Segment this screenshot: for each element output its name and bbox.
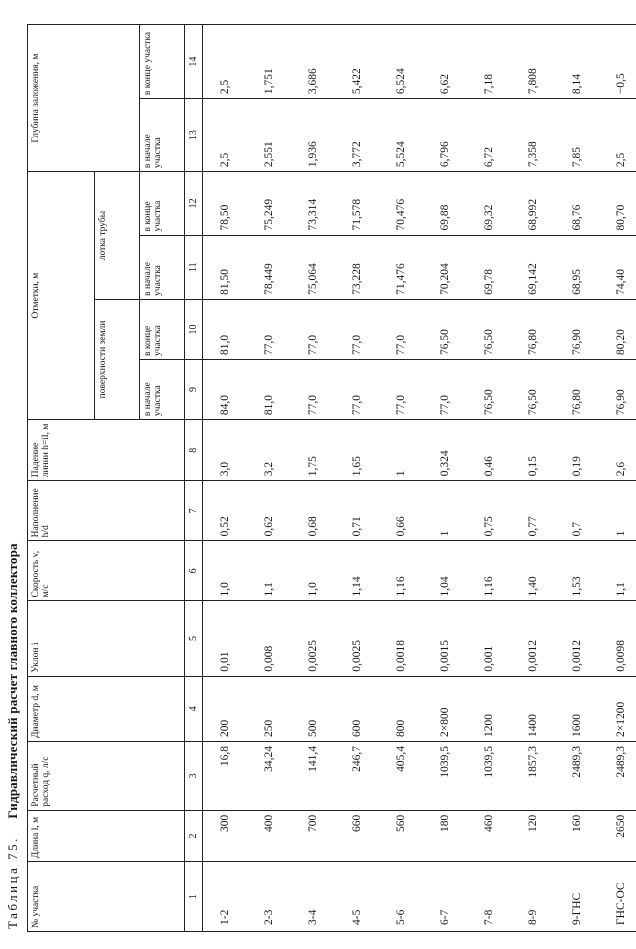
cell-section: 2-3 bbox=[247, 862, 291, 932]
cell-surface-end: 77,0 bbox=[379, 299, 423, 359]
cell-tray-start: 74,40 bbox=[599, 235, 636, 299]
cell-drop: 1,65 bbox=[335, 420, 379, 481]
cell-tray-end: 75,249 bbox=[247, 172, 291, 235]
cell-fill: 0,77 bbox=[511, 481, 555, 541]
cell-diameter: 1400 bbox=[511, 676, 555, 741]
cell-drop: 1,75 bbox=[291, 420, 335, 481]
cell-section: 9-ГНС bbox=[555, 862, 599, 932]
cell-tray-end: 73,314 bbox=[291, 172, 335, 235]
header-velocity: Скорость v, м/с bbox=[28, 541, 185, 601]
cell-fill: 0,68 bbox=[291, 481, 335, 541]
cell-length: 180 bbox=[423, 810, 467, 862]
table-row bbox=[511, 25, 555, 932]
column-number: 3 bbox=[185, 742, 203, 811]
cell-length: 660 bbox=[335, 810, 379, 862]
cell-tray-start: 75,064 bbox=[291, 235, 335, 299]
cell-section: 5-6 bbox=[379, 862, 423, 932]
header-fill: Наполнение h/d bbox=[28, 481, 185, 541]
header-length: Длина l, м bbox=[28, 810, 185, 862]
cell-drop: 2,6 bbox=[599, 420, 636, 481]
cell-surface-end: 77,0 bbox=[335, 299, 379, 359]
cell-slope: 0,0012 bbox=[555, 601, 599, 676]
cell-surface-end: 77,0 bbox=[291, 299, 335, 359]
header-diameter: Диаметр d, м bbox=[28, 676, 185, 741]
cell-tray-start: 71,476 bbox=[379, 235, 423, 299]
cell-surface-end: 77,0 bbox=[247, 299, 291, 359]
cell-drop: 0,324 bbox=[423, 420, 467, 481]
cell-flow: 2489,3 bbox=[599, 742, 636, 811]
column-number: 13 bbox=[185, 99, 203, 172]
cell-section: 1-2 bbox=[203, 862, 248, 932]
cell-drop: 1 bbox=[379, 420, 423, 481]
cell-tray-end: 68,992 bbox=[511, 172, 555, 235]
cell-length: 560 bbox=[379, 810, 423, 862]
cell-depth-end: 7,18 bbox=[467, 25, 511, 99]
header-section: № участка bbox=[28, 862, 185, 932]
cell-surface-end: 80,20 bbox=[599, 299, 636, 359]
cell-flow: 2489,3 bbox=[555, 742, 599, 811]
cell-depth-end: 6,524 bbox=[379, 25, 423, 99]
cell-section: ГНС-ОС bbox=[599, 862, 636, 932]
header-drop: Падение линии h=il, м bbox=[28, 420, 185, 481]
header-flow: Расчетный расход q, л/с bbox=[28, 742, 185, 811]
cell-slope: 0,01 bbox=[203, 601, 248, 676]
cell-tray-start: 69,78 bbox=[467, 235, 511, 299]
cell-tray-start: 73,228 bbox=[335, 235, 379, 299]
cell-slope: 0,0012 bbox=[511, 601, 555, 676]
column-number: 14 bbox=[185, 25, 203, 99]
cell-diameter: 800 bbox=[379, 676, 423, 741]
cell-tray-end: 78,50 bbox=[203, 172, 248, 235]
cell-diameter: 500 bbox=[291, 676, 335, 741]
cell-depth-start: 2,5 bbox=[599, 99, 636, 172]
cell-surface-start: 77,0 bbox=[379, 360, 423, 420]
table-row bbox=[467, 25, 511, 932]
table-row bbox=[247, 25, 291, 932]
cell-diameter: 600 bbox=[335, 676, 379, 741]
cell-depth-start: 2,5 bbox=[203, 99, 248, 172]
cell-fill: 0,7 bbox=[555, 481, 599, 541]
cell-velocity: 1,0 bbox=[291, 541, 335, 601]
cell-depth-start: 6,796 bbox=[423, 99, 467, 172]
cell-velocity: 1,1 bbox=[599, 541, 636, 601]
cell-section: 8-9 bbox=[511, 862, 555, 932]
cell-tray-start: 70,204 bbox=[423, 235, 467, 299]
cell-depth-end: 5,422 bbox=[335, 25, 379, 99]
cell-velocity: 1,04 bbox=[423, 541, 467, 601]
cell-flow: 246,7 bbox=[335, 742, 379, 811]
cell-velocity: 1,40 bbox=[511, 541, 555, 601]
cell-surface-start: 81,0 bbox=[247, 360, 291, 420]
cell-tray-end: 68,76 bbox=[555, 172, 599, 235]
header-tray-start: в начале участка bbox=[140, 235, 185, 299]
cell-slope: 0,0015 bbox=[423, 601, 467, 676]
cell-depth-end: 7,808 bbox=[511, 25, 555, 99]
cell-length: 300 bbox=[203, 810, 248, 862]
header-surface: поверхности земли bbox=[95, 299, 140, 419]
cell-depth-end: 6,62 bbox=[423, 25, 467, 99]
cell-tray-start: 81,50 bbox=[203, 235, 248, 299]
table-caption bbox=[5, 29, 21, 929]
cell-length: 2650 bbox=[599, 810, 636, 862]
cell-flow: 1039,5 bbox=[423, 742, 467, 811]
cell-depth-end: 1,751 bbox=[247, 25, 291, 99]
table-row bbox=[335, 25, 379, 932]
cell-fill: 0,75 bbox=[467, 481, 511, 541]
table-row bbox=[203, 25, 248, 932]
cell-tray-end: 80,70 bbox=[599, 172, 636, 235]
column-number: 5 bbox=[185, 601, 203, 676]
cell-drop: 0,46 bbox=[467, 420, 511, 481]
cell-section: 4-5 bbox=[335, 862, 379, 932]
table-row bbox=[599, 25, 636, 932]
cell-section: 3-4 bbox=[291, 862, 335, 932]
cell-tray-start: 68,95 bbox=[555, 235, 599, 299]
table-row bbox=[291, 25, 335, 932]
header-surface-start: в начале участка bbox=[140, 360, 185, 420]
cell-surface-start: 84,0 bbox=[203, 360, 248, 420]
cell-diameter: 200 bbox=[203, 676, 248, 741]
column-number-row bbox=[185, 25, 203, 932]
cell-slope: 0,0025 bbox=[291, 601, 335, 676]
cell-surface-start: 77,0 bbox=[291, 360, 335, 420]
cell-drop: 0,15 bbox=[511, 420, 555, 481]
cell-tray-start: 69,142 bbox=[511, 235, 555, 299]
header-marks: Отметки, м bbox=[28, 172, 95, 420]
cell-surface-start: 76,80 bbox=[555, 360, 599, 420]
cell-velocity: 1,1 bbox=[247, 541, 291, 601]
cell-surface-end: 81,0 bbox=[203, 299, 248, 359]
column-number: 8 bbox=[185, 420, 203, 481]
cell-surface-start: 77,0 bbox=[335, 360, 379, 420]
cell-diameter: 2×800 bbox=[423, 676, 467, 741]
cell-flow: 405,4 bbox=[379, 742, 423, 811]
cell-length: 160 bbox=[555, 810, 599, 862]
table-row bbox=[555, 25, 599, 932]
cell-drop: 3,2 bbox=[247, 420, 291, 481]
column-number: 1 bbox=[185, 862, 203, 932]
cell-section: 6-7 bbox=[423, 862, 467, 932]
cell-tray-end: 69,88 bbox=[423, 172, 467, 235]
cell-depth-end: 3,686 bbox=[291, 25, 335, 99]
cell-slope: 0,008 bbox=[247, 601, 291, 676]
cell-tray-start: 78,449 bbox=[247, 235, 291, 299]
header-tray: лотка трубы bbox=[95, 172, 140, 300]
cell-drop: 0,19 bbox=[555, 420, 599, 481]
cell-drop: 3,0 bbox=[203, 420, 248, 481]
cell-velocity: 1,14 bbox=[335, 541, 379, 601]
cell-depth-start: 7,85 bbox=[555, 99, 599, 172]
cell-length: 460 bbox=[467, 810, 511, 862]
column-number: 11 bbox=[185, 235, 203, 299]
cell-depth-start: 5,524 bbox=[379, 99, 423, 172]
cell-surface-start: 76,50 bbox=[467, 360, 511, 420]
cell-tray-end: 69,32 bbox=[467, 172, 511, 235]
cell-flow: 34,24 bbox=[247, 742, 291, 811]
cell-diameter: 1200 bbox=[467, 676, 511, 741]
cell-diameter: 1600 bbox=[555, 676, 599, 741]
cell-fill: 0,66 bbox=[379, 481, 423, 541]
cell-flow: 16,8 bbox=[203, 742, 248, 811]
cell-fill: 0,52 bbox=[203, 481, 248, 541]
column-number: 9 bbox=[185, 360, 203, 420]
cell-surface-end: 76,50 bbox=[467, 299, 511, 359]
cell-velocity: 1,53 bbox=[555, 541, 599, 601]
cell-flow: 1857,3 bbox=[511, 742, 555, 811]
cell-surface-start: 77,0 bbox=[423, 360, 467, 420]
cell-slope: 0,0098 bbox=[599, 601, 636, 676]
cell-flow: 141,4 bbox=[291, 742, 335, 811]
cell-slope: 0,001 bbox=[467, 601, 511, 676]
cell-tray-end: 70,476 bbox=[379, 172, 423, 235]
cell-slope: 0,0025 bbox=[335, 601, 379, 676]
header-depth-end: в конце участка bbox=[140, 25, 185, 99]
cell-fill: 0,71 bbox=[335, 481, 379, 541]
cell-surface-end: 76,80 bbox=[511, 299, 555, 359]
cell-depth-start: 3,772 bbox=[335, 99, 379, 172]
cell-length: 120 bbox=[511, 810, 555, 862]
cell-surface-end: 76,50 bbox=[423, 299, 467, 359]
cell-depth-end: 2,5 bbox=[203, 25, 248, 99]
cell-fill: 1 bbox=[423, 481, 467, 541]
hydraulic-table bbox=[27, 24, 636, 932]
cell-depth-start: 2,551 bbox=[247, 99, 291, 172]
table-title: Гидравлический расчет главного коллектора bbox=[5, 543, 20, 819]
column-number: 6 bbox=[185, 541, 203, 601]
cell-diameter: 250 bbox=[247, 676, 291, 741]
cell-diameter: 2×1200 bbox=[599, 676, 636, 741]
cell-tray-end: 71,578 bbox=[335, 172, 379, 235]
cell-velocity: 1,16 bbox=[379, 541, 423, 601]
column-number: 4 bbox=[185, 676, 203, 741]
cell-fill: 1 bbox=[599, 481, 636, 541]
table-number: Таблица 75. bbox=[5, 836, 20, 929]
cell-surface-end: 76,90 bbox=[555, 299, 599, 359]
cell-depth-end: 8,14 bbox=[555, 25, 599, 99]
cell-slope: 0,0018 bbox=[379, 601, 423, 676]
column-number: 2 bbox=[185, 810, 203, 862]
cell-surface-start: 76,90 bbox=[599, 360, 636, 420]
column-number: 12 bbox=[185, 172, 203, 235]
cell-length: 400 bbox=[247, 810, 291, 862]
header-depth-start: в начале участка bbox=[140, 99, 185, 172]
cell-surface-start: 76,50 bbox=[511, 360, 555, 420]
cell-section: 7-8 bbox=[467, 862, 511, 932]
cell-fill: 0,62 bbox=[247, 481, 291, 541]
table-row bbox=[379, 25, 423, 932]
header-slope: Уклон i bbox=[28, 601, 185, 676]
cell-depth-start: 7,358 bbox=[511, 99, 555, 172]
cell-velocity: 1,0 bbox=[203, 541, 248, 601]
column-number: 10 bbox=[185, 299, 203, 359]
table-row bbox=[423, 25, 467, 932]
cell-depth-start: 6,72 bbox=[467, 99, 511, 172]
cell-length: 700 bbox=[291, 810, 335, 862]
cell-depth-start: 1,936 bbox=[291, 99, 335, 172]
header-surface-end: в конце участка bbox=[140, 299, 185, 359]
header-depth: Глубина заложения, м bbox=[28, 25, 140, 172]
cell-velocity: 1,16 bbox=[467, 541, 511, 601]
cell-depth-end: −0,5 bbox=[599, 25, 636, 99]
header-tray-end: в конце участка bbox=[140, 172, 185, 235]
cell-flow: 1039,5 bbox=[467, 742, 511, 811]
column-number: 7 bbox=[185, 481, 203, 541]
